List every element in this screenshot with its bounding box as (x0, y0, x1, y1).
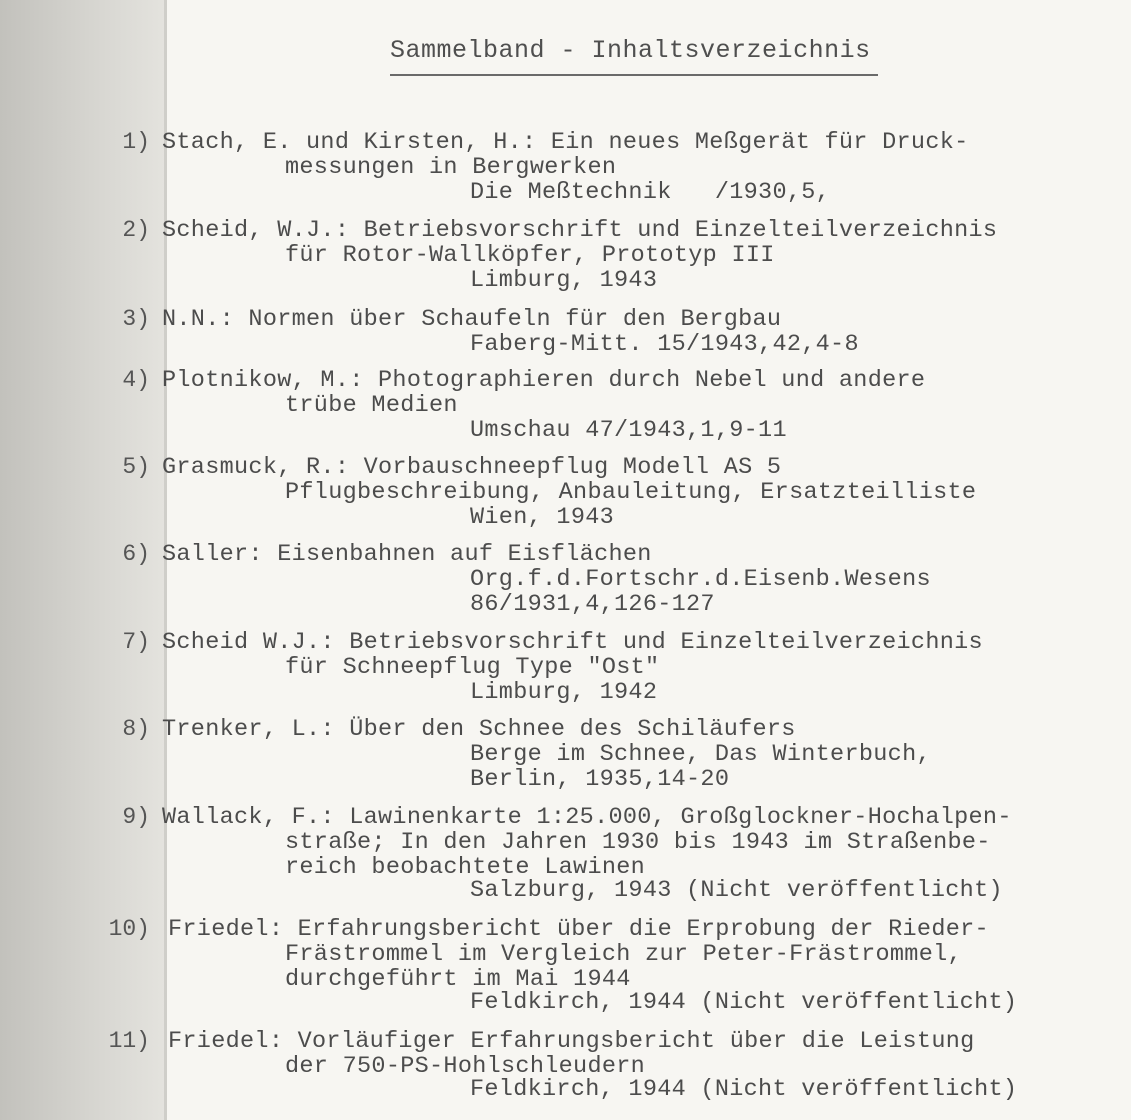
entry-line: Friedel: Erfahrungsbericht über die Erprobung der Rieder- (168, 916, 989, 943)
entry-number: 9) (122, 804, 150, 830)
entry-line: trübe Medien (285, 392, 458, 419)
entry-source: 86/1931,4,126-127 (470, 591, 715, 618)
entry-line: Friedel: Vorläufiger Erfahrungsbericht über die Leistung (168, 1028, 975, 1055)
entry-line: Wallack, F.: Lawinenkarte 1:25.000, Großglockner-Hochalpen- (162, 804, 1012, 831)
entry-source: Wien, 1943 (470, 504, 615, 531)
entry-source: Faberg-Mitt. 15/1943,42,4-8 (470, 331, 859, 358)
entry-line: Pflugbeschreibung, Anbauleitung, Ersatzteilliste (285, 479, 977, 506)
entry-line: Scheid W.J.: Betriebsvorschrift und Einzelteilverzeichnis (162, 629, 983, 656)
entry-number: 7) (122, 629, 150, 655)
entry-line: Trenker, L.: Über den Schnee des Schiläufers (162, 716, 796, 743)
entry-line: Frästrommel im Vergleich zur Peter-Frästrommel, (285, 941, 962, 968)
entry-line: durchgeführt im Mai 1944 (285, 966, 631, 993)
entry-line: Plotnikow, M.: Photographieren durch Nebel und andere (162, 367, 926, 394)
entry-line: Stach, E. und Kirsten, H.: Ein neues Meßgerät für Druck- (162, 129, 969, 156)
title-underline (390, 74, 878, 76)
entry-source: Umschau 47/1943,1,9-11 (470, 417, 787, 444)
page-title: Sammelband - Inhaltsverzeichnis (390, 36, 871, 65)
entry-source: Org.f.d.Fortschr.d.Eisenb.Wesens (470, 566, 931, 593)
entry-line: für Rotor-Wallköpfer, Prototyp III (285, 242, 775, 269)
entry-line: Grasmuck, R.: Vorbauschneepflug Modell AS 5 (162, 454, 782, 481)
entry-number: 8) (122, 716, 150, 742)
entry-number: 11) (108, 1028, 150, 1054)
entry-source: Limburg, 1942 (470, 679, 658, 706)
entry-source: Berge im Schnee, Das Winterbuch, (470, 741, 931, 768)
entry-line: N.N.: Normen über Schaufeln für den Bergbau (162, 306, 782, 333)
entry-number: 6) (122, 541, 150, 567)
entry-source: Feldkirch, 1944 (Nicht veröffentlicht) (470, 989, 1018, 1016)
entry-number: 10) (108, 916, 150, 942)
entry-number: 5) (122, 454, 150, 480)
entry-source: Limburg, 1943 (470, 267, 658, 294)
entry-number: 2) (122, 217, 150, 243)
entry-line: reich beobachtete Lawinen (285, 854, 646, 881)
entry-number: 3) (122, 306, 150, 332)
entry-source: Die Meßtechnik /1930,5, (470, 179, 831, 206)
entry-number: 4) (122, 367, 150, 393)
entry-source: Feldkirch, 1944 (Nicht veröffentlicht) (470, 1076, 1018, 1103)
entry-source: Berlin, 1935,14-20 (470, 766, 730, 793)
entry-line: messungen in Bergwerken (285, 154, 617, 181)
entry-number: 1) (122, 129, 150, 155)
entry-source: Salzburg, 1943 (Nicht veröffentlicht) (470, 877, 1003, 904)
entry-line: Saller: Eisenbahnen auf Eisflächen (162, 541, 652, 568)
entry-line: Scheid, W.J.: Betriebsvorschrift und Einzelteilverzeichnis (162, 217, 998, 244)
entry-line: straße; In den Jahren 1930 bis 1943 im Straßenbe- (285, 829, 991, 856)
entry-line: der 750-PS-Hohlschleudern (285, 1053, 646, 1080)
entry-line: für Schneepflug Type "Ost" (285, 654, 660, 681)
